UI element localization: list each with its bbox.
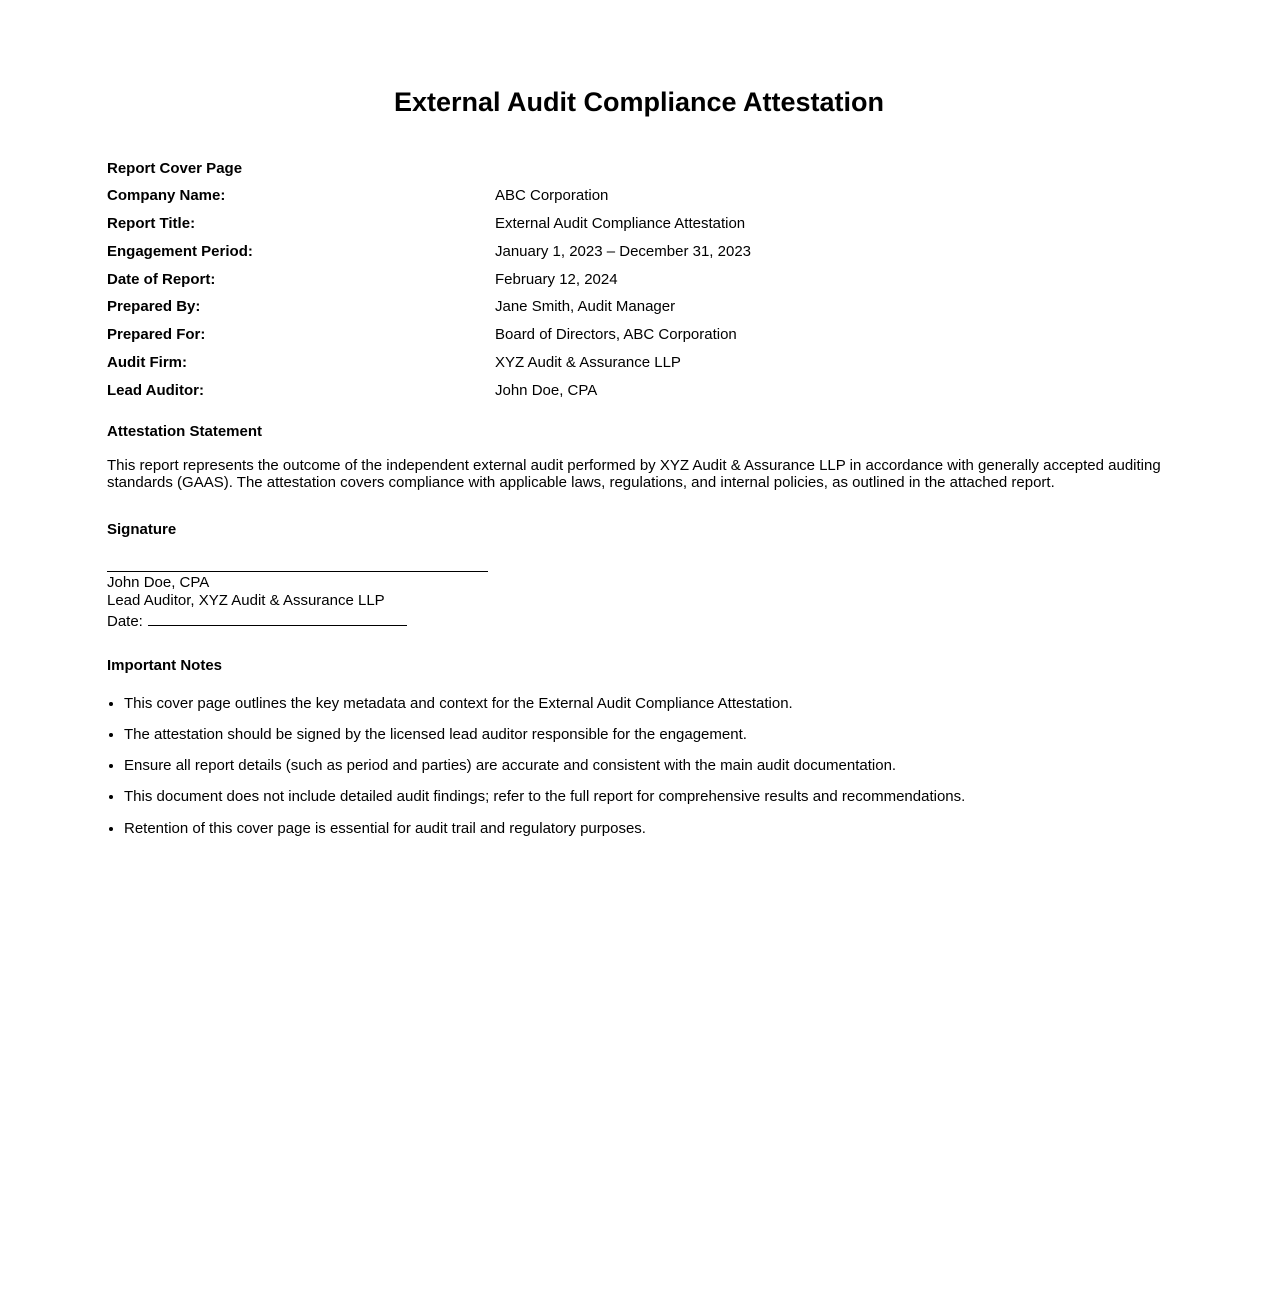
- date-label: Date:: [107, 612, 143, 630]
- field-value: XYZ Audit & Assurance LLP: [495, 353, 681, 371]
- date-fill-line: [148, 611, 407, 626]
- signature-block: [107, 574, 1171, 632]
- note-item: • This document does not include detailed audit findings; refer to the full report for comprehensive results and recommendations.: [124, 788, 1171, 805]
- field-value: Jane Smith, Audit Manager: [495, 298, 676, 316]
- field-row: [107, 298, 1171, 315]
- field-value: Board of Directors, ABC Corporation: [495, 326, 737, 343]
- field-value: ABC Corporation: [495, 187, 609, 205]
- note-item: • This cover page outlines the key metadata and context for the External Audit Compliance Attestation.: [124, 695, 1171, 712]
- field-label: Prepared By:: [107, 298, 201, 316]
- field-value: February 12, 2024: [495, 270, 618, 288]
- field-label: Engagement Period:: [107, 242, 253, 260]
- field-label: Report Title:: [107, 215, 196, 232]
- signatory-role: Lead Auditor, XYZ Audit & Assurance LLP: [107, 592, 385, 610]
- field-value: January 1, 2023 – December 31, 2023: [495, 242, 752, 260]
- field-row: [107, 243, 1171, 260]
- signature-date-row: [107, 611, 1171, 632]
- signature-heading: Signature: [107, 520, 177, 538]
- field-label: Company Name:: [107, 187, 226, 205]
- field-label: Audit Firm:: [107, 353, 187, 371]
- note-item: • Retention of this cover page is essential for audit trail and regulatory purposes.: [124, 820, 1171, 837]
- note-item: • The attestation should be signed by the licensed lead auditor responsible for the engagement.: [124, 726, 1171, 743]
- field-label: Lead Auditor:: [107, 381, 204, 399]
- document-title: External Audit Compliance Attestation: [393, 87, 885, 117]
- field-value: External Audit Compliance Attestation: [495, 215, 746, 232]
- field-row: [107, 354, 1171, 371]
- field-value: John Doe, CPA: [495, 381, 598, 399]
- field-row: [107, 215, 1171, 232]
- notes-list: [107, 695, 1171, 837]
- signatory-name: John Doe, CPA: [107, 573, 210, 591]
- note-item: • Ensure all report details (such as period and parties) are accurate and consistent with the main audit documentation.: [124, 757, 1171, 774]
- important-notes-heading: Important Notes: [107, 657, 223, 675]
- field-row: [107, 382, 1171, 399]
- field-label: Prepared For:: [107, 326, 206, 343]
- attestation-body: This report represents the outcome of the independent external audit performed by XYZ Audit & Assurance LLP in accordance with generally accepted auditing standards (GAAS). The attestation covers compliance with applicable laws, regulations, and internal policies, as outlined in the attached report.: [107, 457, 1161, 492]
- cover-fields: [107, 187, 1171, 399]
- field-row: [107, 187, 1171, 204]
- field-label: Date of Report:: [107, 270, 216, 288]
- attestation-heading: Attestation Statement: [107, 422, 263, 440]
- cover-page-heading: Report Cover Page: [107, 160, 243, 177]
- field-row: [107, 271, 1171, 288]
- signature-line: [107, 571, 488, 572]
- field-row: [107, 326, 1171, 343]
